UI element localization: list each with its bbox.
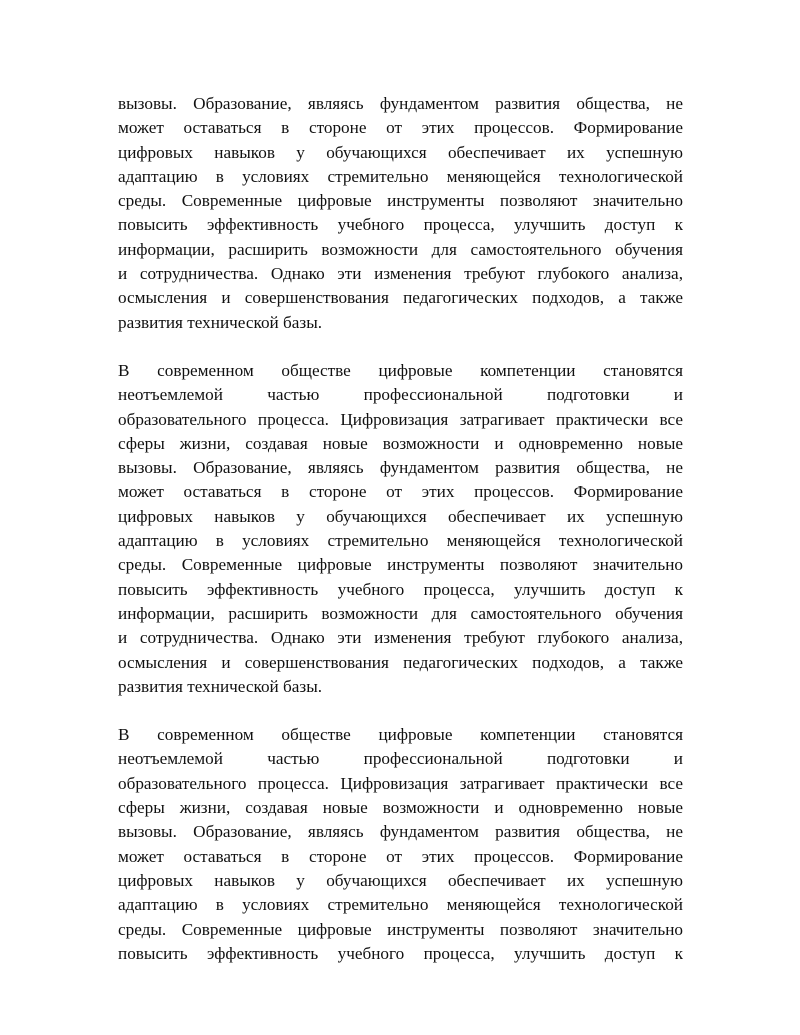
- text-line: осмысления и совершенствования педагогических подходов, а также: [118, 652, 683, 672]
- text-line: может оставаться в стороне от этих процессов. Формирование: [118, 118, 683, 138]
- paragraph-3: [118, 723, 683, 966]
- text-line: адаптацию в условиях стремительно меняющейся технологической: [118, 895, 683, 915]
- text-line: среды. Современные цифровые инструменты позволяют значительно: [118, 191, 683, 211]
- text-line: и сотрудничества. Однако эти изменения требуют глубокого анализа,: [118, 264, 683, 284]
- text-line: цифровых навыков у обучающихся обеспечивает их успешную: [118, 142, 683, 162]
- text-line: среды. Современные цифровые инструменты позволяют значительно: [118, 919, 683, 939]
- text-line: сферы жизни, создавая новые возможности и одновременно новые: [118, 798, 683, 818]
- paragraph-1: [118, 92, 683, 335]
- text-line: вызовы. Образование, являясь фундаментом развития общества, не: [118, 94, 683, 113]
- text-line: информации, расширить возможности для самостоятельного обучения: [118, 603, 683, 623]
- paragraph-2: [118, 359, 683, 699]
- text-line: повысить эффективность учебного процесса, улучшить доступ к: [118, 579, 683, 599]
- text-line: адаптацию в условиях стремительно меняющейся технологической: [118, 531, 683, 551]
- text-line: повысить эффективность учебного процесса, улучшить доступ к: [118, 215, 683, 235]
- text-line: развития технической базы.: [118, 312, 323, 332]
- text-line: В современном обществе цифровые компетенции становятся: [118, 360, 683, 380]
- text-line: вызовы. Образование, являясь фундаментом развития общества, не: [118, 458, 683, 478]
- text-line: адаптацию в условиях стремительно меняющейся технологической: [118, 166, 683, 186]
- text-line: развития технической базы.: [118, 676, 323, 696]
- text-line: может оставаться в стороне от этих процессов. Формирование: [118, 846, 683, 866]
- text-line: повысить эффективность учебного процесса, улучшить доступ к: [118, 943, 683, 963]
- text-line: среды. Современные цифровые инструменты позволяют значительно: [118, 555, 683, 575]
- text-line: осмысления и совершенствования педагогических подходов, а также: [118, 288, 683, 308]
- text-line: неотъемлемой частью профессиональной подготовки и: [118, 385, 683, 405]
- text-line: образовательного процесса. Цифровизация затрагивает практически все: [118, 773, 683, 793]
- text-line: цифровых навыков у обучающихся обеспечивает их успешную: [118, 506, 683, 526]
- text-line: В современном обществе цифровые компетенции становятся: [118, 725, 683, 745]
- text-line: неотъемлемой частью профессиональной подготовки и: [118, 749, 683, 769]
- text-line: может оставаться в стороне от этих процессов. Формирование: [118, 482, 683, 502]
- text-line: вызовы. Образование, являясь фундаментом развития общества, не: [118, 822, 683, 842]
- text-line: информации, расширить возможности для самостоятельного обучения: [118, 239, 683, 259]
- text-line: и сотрудничества. Однако эти изменения требуют глубокого анализа,: [118, 628, 683, 648]
- text-line: цифровых навыков у обучающихся обеспечивает их успешную: [118, 870, 683, 890]
- text-line: сферы жизни, создавая новые возможности и одновременно новые: [118, 433, 683, 453]
- text-line: образовательного процесса. Цифровизация затрагивает практически все: [118, 409, 683, 429]
- document-page: [118, 92, 683, 990]
